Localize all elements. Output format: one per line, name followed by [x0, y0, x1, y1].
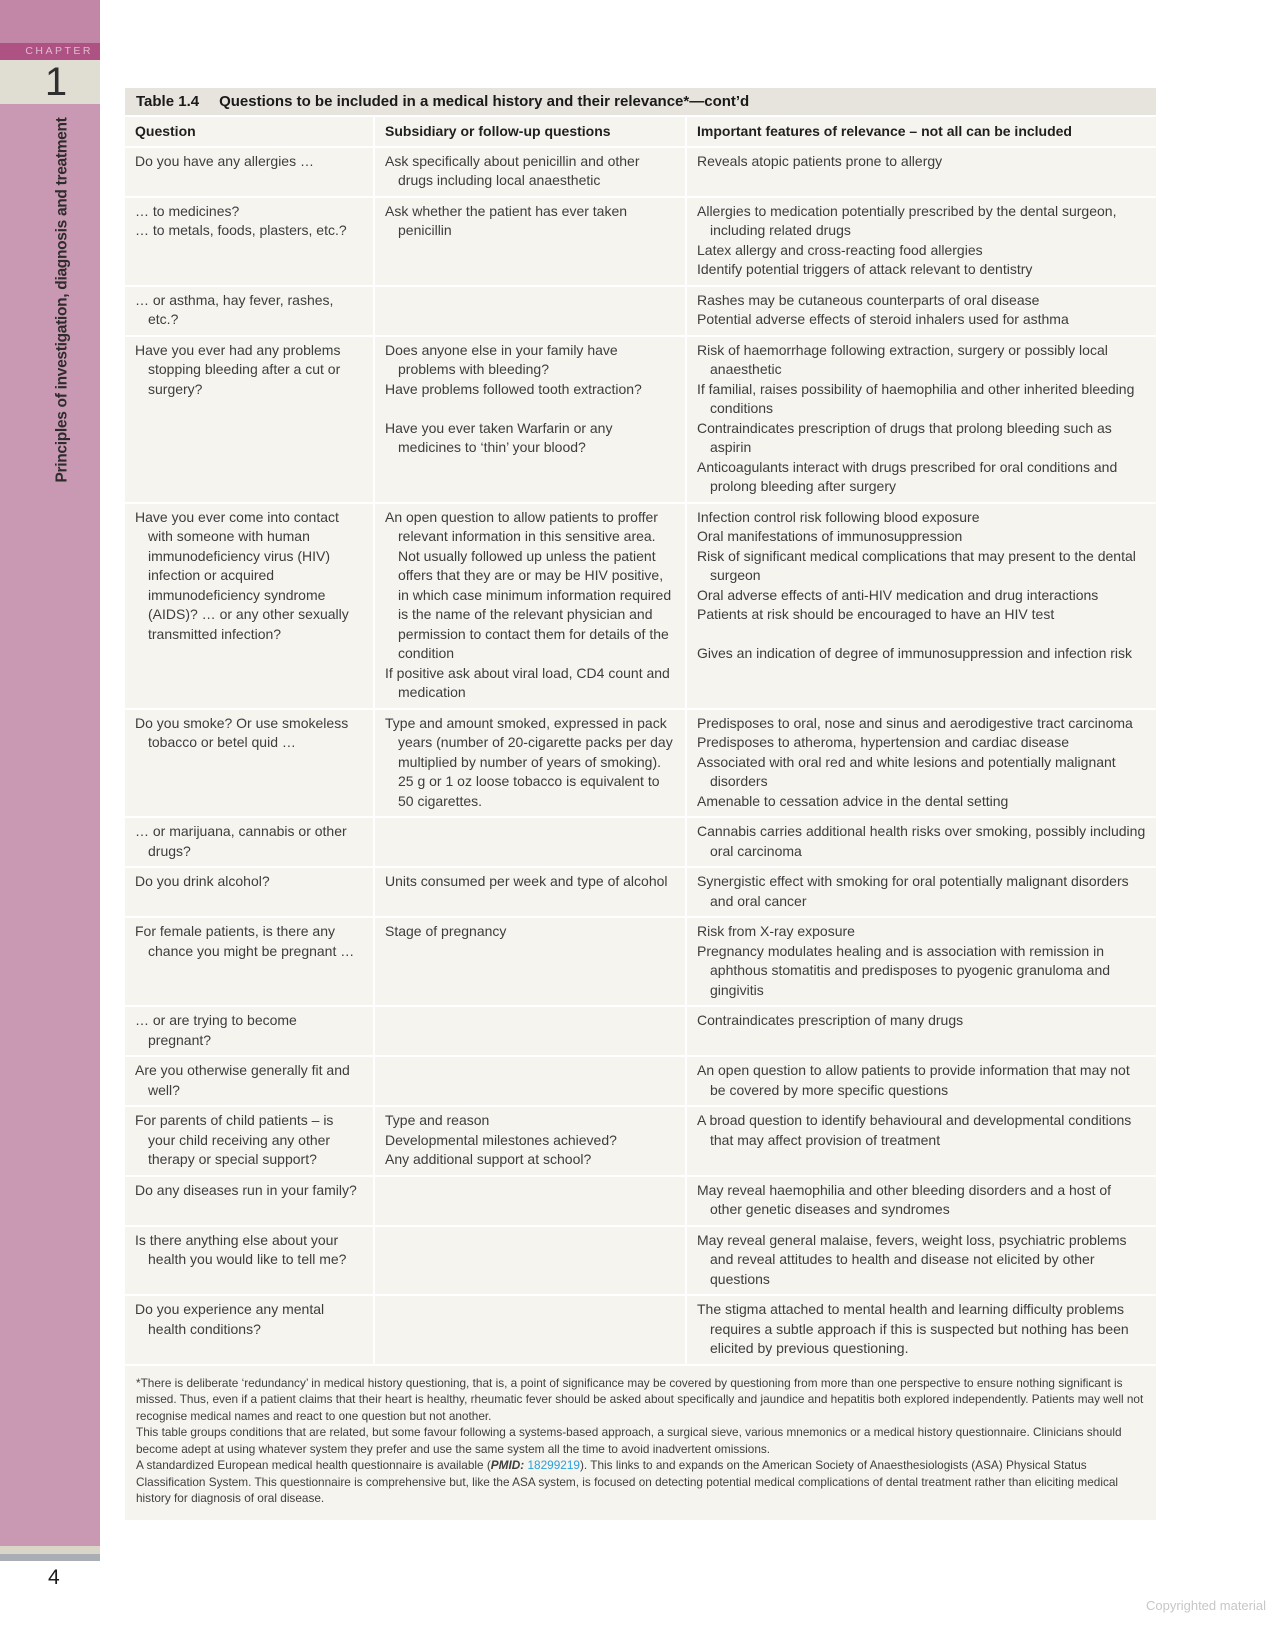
table-cell-s: Does anyone else in your family have problems with bleeding? Have problems followed tooth extraction? Have you ever taken Warfarin or any medicines to ‘thin’ your blood?	[375, 337, 685, 502]
table-row	[125, 868, 1156, 916]
chapter-title-wrap	[28, 110, 98, 490]
table-cell-q: … or are trying to become pregnant?	[125, 1007, 373, 1055]
table-cell-s: Stage of pregnancy	[375, 918, 685, 1005]
table-row	[125, 1227, 1156, 1295]
chapter-number: 1	[0, 60, 100, 104]
table-cell-r: May reveal general malaise, fevers, weight loss, psychiatric problems and reveal attitudes to health and disease not elicited by other questions	[687, 1227, 1156, 1295]
table-row	[125, 504, 1156, 708]
table-row	[125, 337, 1156, 502]
table-title: Questions to be included in a medical history and their relevance*—cont’d	[219, 93, 750, 110]
table-cell-r: May reveal haemophilia and other bleeding disorders and a host of other genetic diseases and syndromes	[687, 1177, 1156, 1225]
table-cell-s: Type and reason Developmental milestones achieved? Any additional support at school?	[375, 1107, 685, 1175]
page-number: 4	[48, 1566, 60, 1589]
table-cell-s	[375, 1057, 685, 1105]
table-row	[125, 148, 1156, 196]
table-row	[125, 818, 1156, 866]
table-cell-q: Have you ever had any problems stopping bleeding after a cut or surgery?	[125, 337, 373, 502]
table-cell-s: Units consumed per week and type of alcohol	[375, 868, 685, 916]
sidebar-body	[0, 104, 100, 1546]
table-cell-q: … or asthma, hay fever, rashes, etc.?	[125, 287, 373, 335]
table-cell-r: Cannabis carries additional health risks over smoking, possibly including oral carcinoma	[687, 818, 1156, 866]
table-footnote	[125, 1366, 1156, 1520]
table-cell-r: Allergies to medication potentially prescribed by the dental surgeon, including related drugs Latex allergy and cross-reacting food allergies Identify potential triggers of attack relevant to dentistry	[687, 198, 1156, 285]
sidebar-strip-gray	[0, 1554, 100, 1561]
table-cell-s	[375, 818, 685, 866]
medical-history-table	[125, 88, 1156, 1520]
table-row	[125, 1177, 1156, 1225]
sidebar-strip-beige	[0, 1546, 100, 1554]
table-row	[125, 1007, 1156, 1055]
col-header-subsidiary: Subsidiary or follow-up questions	[375, 117, 685, 146]
footnote-text-pre: A standardized European medical health questionnaire is available (	[136, 1458, 491, 1472]
table-cell-q: Do you drink alcohol?	[125, 868, 373, 916]
pmid-link[interactable]: 18299219	[527, 1458, 580, 1472]
table-cell-r: Rashes may be cutaneous counterparts of oral disease Potential adverse effects of steroid inhalers used for asthma	[687, 287, 1156, 335]
table-cell-r: Risk of haemorrhage following extraction, surgery or possibly local anaesthetic If familial, raises possibility of haemophilia and other inherited bleeding conditions Contraindicates prescription of drugs that prolong bleeding such as aspirin Anticoagulants interact with drugs prescribed for oral conditions and prolong bleeding after surgery	[687, 337, 1156, 502]
table-row	[125, 198, 1156, 285]
table-row	[125, 1057, 1156, 1105]
col-header-relevance: Important features of relevance – not all can be included	[687, 117, 1156, 146]
table-body	[125, 117, 1156, 1364]
sidebar-top-block	[0, 0, 100, 43]
table-cell-q: For parents of child patients – is your child receiving any other therapy or special support?	[125, 1107, 373, 1175]
table-row	[125, 1296, 1156, 1364]
table-row	[125, 287, 1156, 335]
table-cell-s	[375, 1296, 685, 1364]
footnote-para-3	[136, 1457, 1145, 1507]
table-cell-q: Do you have any allergies …	[125, 148, 373, 196]
table-cell-q: Do any diseases run in your family?	[125, 1177, 373, 1225]
table-row	[125, 710, 1156, 817]
table-label: Table 1.4	[136, 93, 200, 110]
table-cell-q: Do you smoke? Or use smokeless tobacco or betel quid …	[125, 710, 373, 817]
table-cell-q: For female patients, is there any chance you might be pregnant …	[125, 918, 373, 1005]
pmid-label: PMID:	[490, 1458, 525, 1472]
footnote-para-1: *There is deliberate ‘redundancy’ in medical history questioning, that is, a point of significance may be covered by questioning from more than one perspective to ensure nothing significant is missed. Thus, even if a patient claims that their heart is healthy, rheumatic fever should be asked about specifically and jaundice and hepatitis both explored independently. Patients may well not recognise medical names and react to one question but not another.	[136, 1375, 1144, 1423]
chapter-label: CHAPTER	[0, 43, 100, 60]
table-cell-s	[375, 1177, 685, 1225]
table-cell-r: The stigma attached to mental health and learning difficulty problems requires a subtle approach if this is suspected but nothing has been elicited by previous questioning.	[687, 1296, 1156, 1364]
table-cell-q: Have you ever come into contact with someone with human immunodeficiency virus (HIV) infection or acquired immunodeficiency syndrome (AIDS)? … or any other sexually transmitted infection?	[125, 504, 373, 708]
table-cell-s	[375, 1227, 685, 1295]
table-cell-r: An open question to allow patients to provide information that may not be covered by more specific questions	[687, 1057, 1156, 1105]
table-cell-s: Ask specifically about penicillin and other drugs including local anaesthetic	[375, 148, 685, 196]
table-cell-s: Type and amount smoked, expressed in pack years (number of 20-cigarette packs per day multiplied by number of years of smoking). 25 g or 1 oz loose tobacco is equivalent to 50 cigarettes.	[375, 710, 685, 817]
table-header-row	[125, 117, 1156, 146]
table-cell-r: Infection control risk following blood exposure Oral manifestations of immunosuppression Risk of significant medical complications that may present to the dental surgeon Oral adverse effects of anti-HIV medication and drug interactions Patients at risk should be encouraged to have an HIV test Gives an indication of degree of immunosuppression and infection risk	[687, 504, 1156, 708]
table-cell-r: Contraindicates prescription of many drugs	[687, 1007, 1156, 1055]
table-cell-q: Is there anything else about your health you would like to tell me?	[125, 1227, 373, 1295]
table-row	[125, 1107, 1156, 1175]
chapter-title-vertical: Principles of investigation, diagnosis and treatment	[54, 117, 71, 483]
table-cell-r: A broad question to identify behavioural and developmental conditions that may affect provision of treatment	[687, 1107, 1156, 1175]
table-cell-s	[375, 287, 685, 335]
table-cell-r: Predisposes to oral, nose and sinus and aerodigestive tract carcinoma Predisposes to atheroma, hypertension and cardiac disease Associated with oral red and white lesions and potentially malignant disorders Amenable to cessation advice in the dental setting	[687, 710, 1156, 817]
table-row	[125, 918, 1156, 1005]
footnote-text-post: ). This links to and expands on the American Society of Anaesthesiologists (ASA) Physical Status Classification System. This questionnaire is comprehensive but, like the ASA system, is focused on detecting potential medical complications of dental treatment rather than eliciting medical history for diagnosis of oral disease.	[136, 1458, 1119, 1505]
copyright-watermark: Copyrighted material	[1146, 1598, 1266, 1613]
table-cell-s	[375, 1007, 685, 1055]
table-cell-r: Synergistic effect with smoking for oral potentially malignant disorders and oral cancer	[687, 868, 1156, 916]
table-cell-q: Are you otherwise generally fit and well?	[125, 1057, 373, 1105]
table-cell-s: Ask whether the patient has ever taken penicillin	[375, 198, 685, 285]
table-cell-s: An open question to allow patients to proffer relevant information in this sensitive area. Not usually followed up unless the patient offers that they are or may be HIV positive, in which case minimum information required is the name of the relevant physician and permission to contact them for details of the condition If positive ask about viral load, CD4 count and medication	[375, 504, 685, 708]
table-cell-r: Reveals atopic patients prone to allergy	[687, 148, 1156, 196]
table-cell-q: … or marijuana, cannabis or other drugs?	[125, 818, 373, 866]
col-header-question: Question	[125, 117, 373, 146]
table-title-bar	[125, 88, 1156, 115]
table-cell-q: … to medicines? … to metals, foods, plasters, etc.?	[125, 198, 373, 285]
table-cell-r: Risk from X-ray exposure Pregnancy modulates healing and is association with remission in aphthous stomatitis and predisposes to pyogenic granuloma and gingivitis	[687, 918, 1156, 1005]
table-cell-q: Do you experience any mental health conditions?	[125, 1296, 373, 1364]
footnote-para-2: This table groups conditions that are related, but some favour following a systems-based approach, a surgical sieve, various mnemonics or a medical history questionnaire. Clinicians should become adept at using whatever system they prefer and use the same system all the time to avoid inadvertent omissions.	[136, 1425, 1122, 1456]
chapter-sidebar	[0, 0, 100, 1636]
